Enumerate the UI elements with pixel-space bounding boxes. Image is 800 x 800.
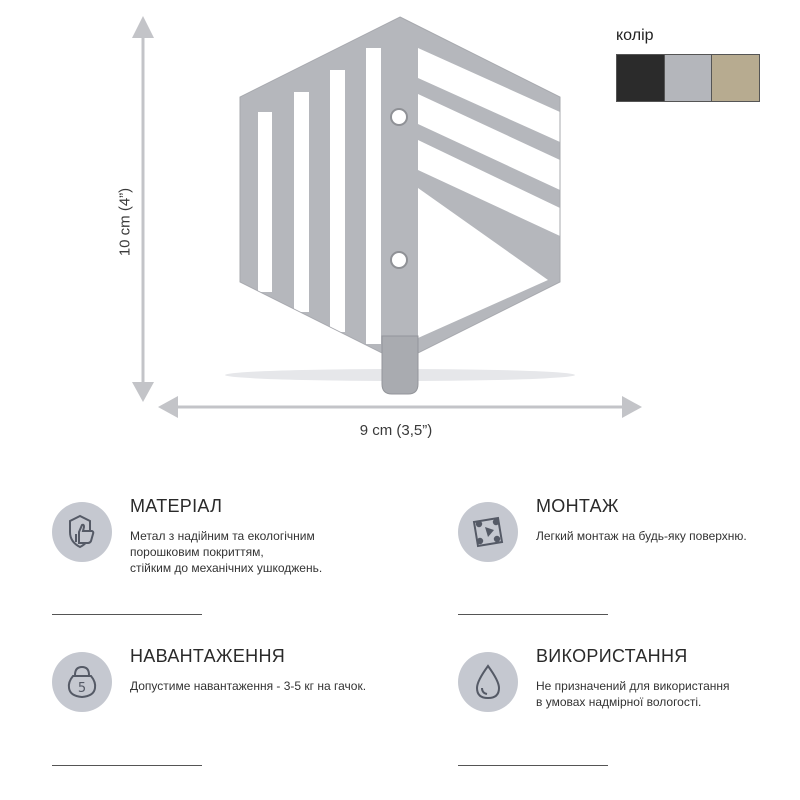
divider (458, 614, 608, 615)
feature-title: МАТЕРІАЛ (130, 496, 223, 516)
feature-title: ВИКОРИСТАННЯ (536, 646, 688, 666)
feature-description: Не призначений для використання в умовах надмірної вологості. (536, 679, 730, 709)
swatch-grey[interactable] (665, 55, 713, 101)
kettlebell-icon (52, 652, 112, 712)
water-drop-icon (458, 652, 518, 712)
feature-usage (458, 646, 798, 722)
vertical-slot (258, 112, 272, 292)
divider (52, 614, 202, 615)
hex-panel (240, 17, 560, 362)
width-dimension-label: 9 cm (3,5”) (359, 422, 433, 439)
swatch-black[interactable] (617, 55, 665, 101)
feature-title: МОНТАЖ (536, 496, 619, 516)
color-section-title: колір (616, 27, 654, 44)
mount-hole-bottom (391, 252, 407, 268)
color-swatches (616, 54, 760, 102)
svg-text:5: 5 (77, 681, 87, 696)
height-arrow (132, 16, 154, 402)
hook (382, 336, 418, 394)
swatch-beige[interactable] (712, 55, 759, 101)
vertical-slot (330, 70, 345, 332)
feature-material (52, 496, 392, 575)
height-dimension-label: 10 cm (4”) (116, 187, 134, 257)
feature-description: Метал з надійним та екологічним порошковим покриттям, стійким до механічних ушкоджень. (130, 529, 323, 575)
vertical-slot (366, 48, 381, 344)
feature-description: Допустиме навантаження - 3-5 кг на гачок. (130, 679, 367, 693)
feature-mounting (458, 496, 798, 572)
mount-hole-top (391, 109, 407, 125)
divider (458, 765, 608, 766)
feature-description: Легкий монтаж на будь-яку поверхню. (536, 529, 747, 543)
divider (52, 765, 202, 766)
width-arrow (158, 396, 642, 418)
feature-load (52, 646, 392, 722)
vertical-slot (294, 92, 309, 312)
shield-thumbs-up-icon (52, 502, 112, 562)
mounting-plate-icon (458, 502, 518, 562)
feature-title: НАВАНТАЖЕННЯ (130, 646, 286, 666)
